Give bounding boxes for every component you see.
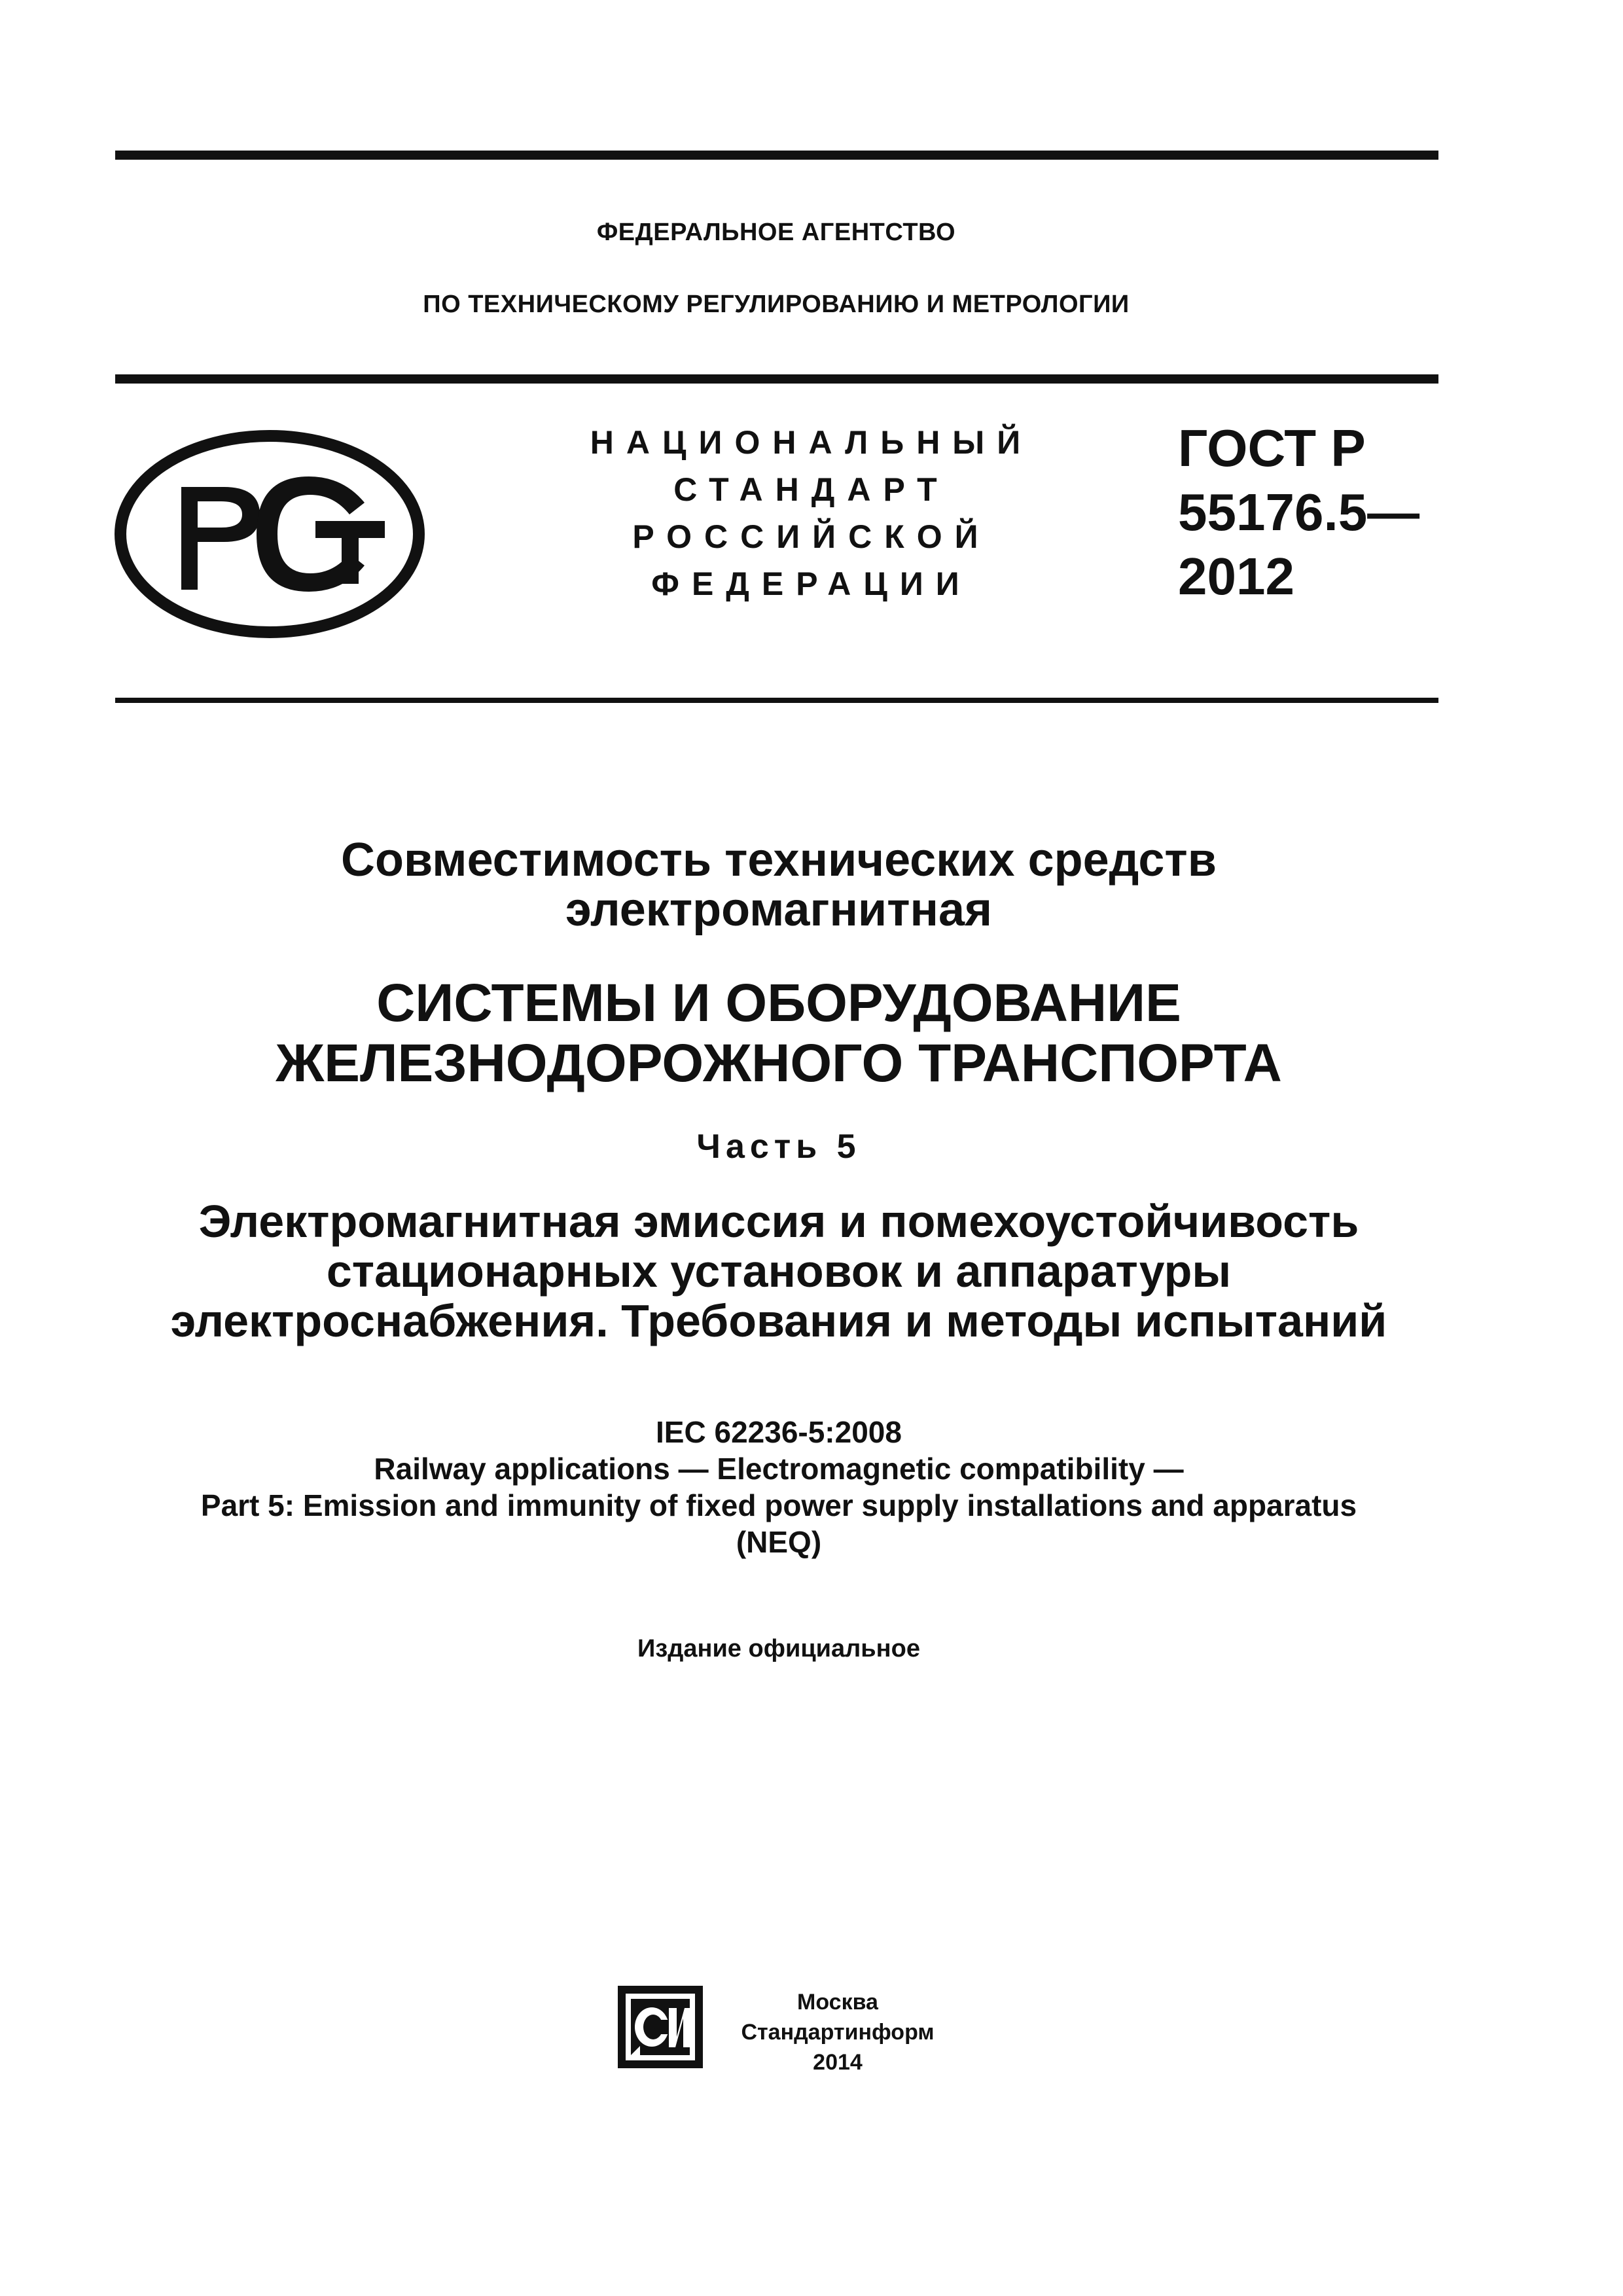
iec-line-1: IEC 62236-5:2008 bbox=[656, 1415, 902, 1449]
description-line-3: электроснабжения. Требования и методы испытаний bbox=[170, 1295, 1387, 1346]
top-rule bbox=[115, 151, 1438, 160]
header-rule bbox=[115, 374, 1438, 384]
designation-line-1: ГОСТ Р bbox=[1178, 419, 1366, 477]
rst-gost-logo-icon bbox=[113, 429, 427, 639]
iec-line-2: Railway applications — Electromagnetic compatibility — bbox=[374, 1452, 1184, 1486]
designation-rule bbox=[115, 698, 1438, 703]
standard-type-line-1: НАЦИОНАЛЬНЫЙ bbox=[590, 424, 1033, 461]
standard-type-line-4: ФЕДЕРАЦИИ bbox=[651, 565, 972, 602]
standartinform-logo-icon bbox=[614, 1982, 707, 2072]
iec-line-3: Part 5: Emission and immunity of fixed power supply installations and apparatus bbox=[200, 1488, 1357, 1522]
part-label: Часть 5 bbox=[696, 1128, 861, 1166]
iec-line-4: (NEQ) bbox=[736, 1525, 822, 1559]
publisher-city: Москва bbox=[797, 1990, 878, 2015]
main-title-line-1: СИСТЕМЫ И ОБОРУДОВАНИЕ bbox=[376, 973, 1181, 1033]
designation-line-2: 55176.5— bbox=[1178, 483, 1420, 541]
agency-line-2: ПО ТЕХНИЧЕСКОМУ РЕГУЛИРОВАНИЮ И МЕТРОЛОГИИ bbox=[423, 291, 1130, 318]
edition-label: Издание официальное bbox=[637, 1635, 920, 1662]
designation-line-3: 2012 bbox=[1178, 547, 1294, 605]
description-line-1: Электромагнитная эмиссия и помехоустойчивость bbox=[198, 1196, 1359, 1247]
agency-line-1: ФЕДЕРАЛЬНОЕ АГЕНТСТВО bbox=[596, 219, 956, 246]
publisher-year: 2014 bbox=[813, 2050, 863, 2075]
main-title-line-2: ЖЕЛЕЗНОДОРОЖНОГО ТРАНСПОРТА bbox=[276, 1033, 1282, 1093]
subtitle-line-2: электромагнитная bbox=[565, 884, 992, 936]
standard-type-line-2: СТАНДАРТ bbox=[673, 471, 950, 508]
description-line-2: стационарных установок и аппаратуры bbox=[326, 1246, 1232, 1297]
publisher-name: Стандартинформ bbox=[741, 2020, 935, 2045]
standard-type-line-3: РОССИЙСКОЙ bbox=[632, 518, 991, 555]
subtitle-line-1: Совместимость технических средств bbox=[341, 834, 1217, 886]
